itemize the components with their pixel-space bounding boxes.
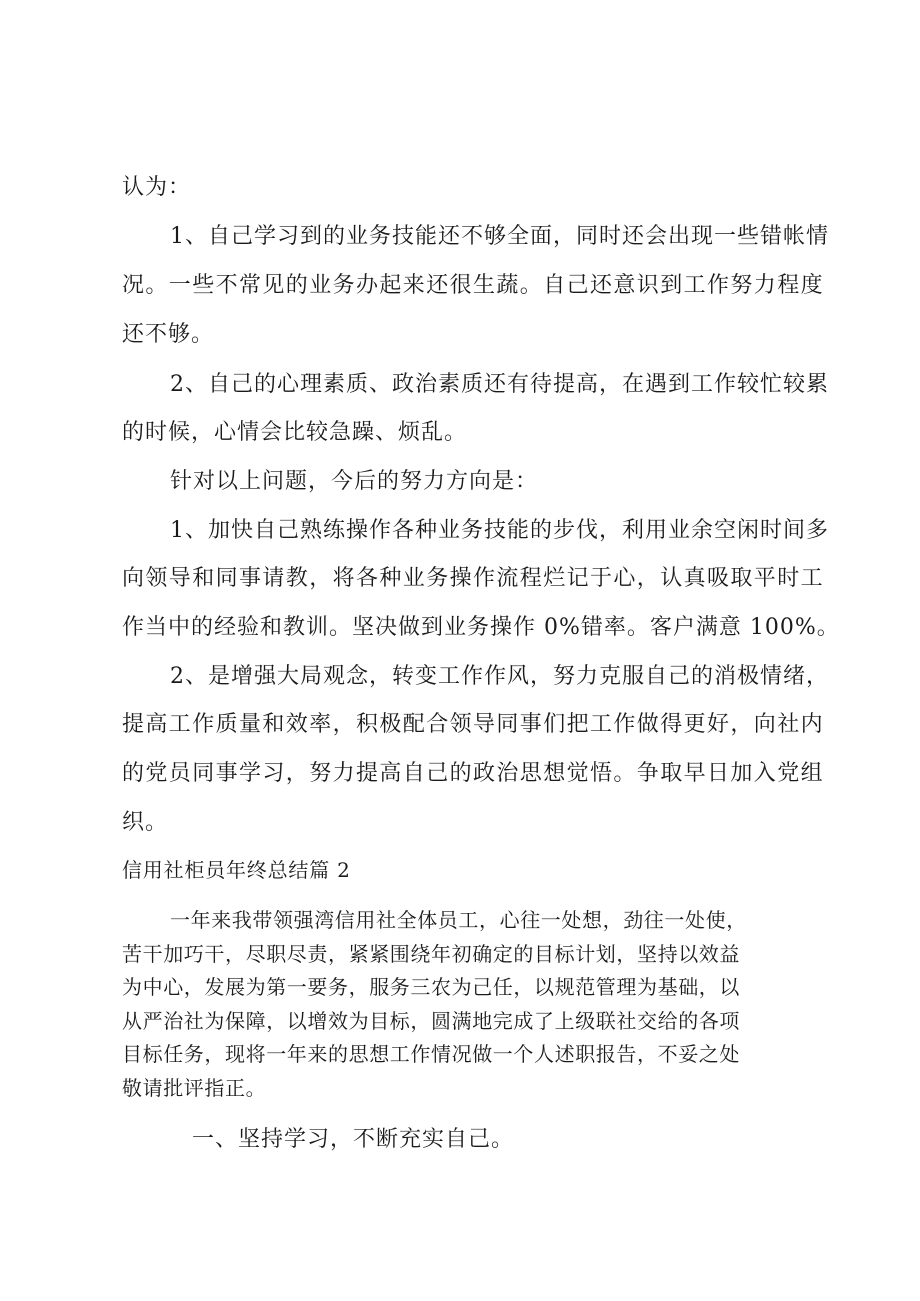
text-line: 作当中的经验和教训。坚决做到业务操作 0%错率。客户满意 100%。 xyxy=(122,615,840,640)
text-line: 的党员同事学习，努力提高自己的政治思想觉悟。争取早日加入党组 xyxy=(122,761,825,786)
text-line: 向领导和同事请教，将各种业务操作流程烂记于心，认真吸取平时工 xyxy=(122,566,825,591)
text-line: 1、自己学习到的业务技能还不够全面，同时还会出现一些错帐情 xyxy=(170,224,829,249)
text-line: 目标任务，现将一年来的思想工作情况做一个人述职报告，不妥之处 xyxy=(122,1042,740,1066)
section-title: 信用社柜员年终总结篇 2 xyxy=(122,858,351,882)
text-line: 苦干加巧干，尽职尽责，紧紧围绕年初确定的目标计划，坚持以效益 xyxy=(122,942,740,966)
text-line: 敬请批评指正。 xyxy=(122,1076,267,1100)
text-line: 提高工作质量和效率，积极配合领导同事们把工作做得更好，向社内 xyxy=(122,712,825,737)
text-line: 为中心，发展为第一要务，服务三农为己任，以规范管理为基础，以 xyxy=(122,975,740,999)
text-line: 2、自己的心理素质、政治素质还有待提高，在遇到工作较忙较累 xyxy=(170,372,829,397)
text-line: 从严治社为保障，以增效为目标，圆满地完成了上级联社交给的各项 xyxy=(122,1009,740,1033)
text-line: 况。一些不常见的业务办起来还很生蔬。自己还意识到工作努力程度 xyxy=(122,273,825,298)
text-line: 的时候，心情会比较急躁、烦乱。 xyxy=(122,420,468,445)
text-line: 针对以上问题，今后的努力方向是： xyxy=(170,469,539,494)
text-line: 还不够。 xyxy=(122,322,215,347)
subheading: 一、坚持学习，不断充实自己。 xyxy=(192,1127,515,1152)
text-line: 2、是增强大局观念，转变工作作风，努力克服自己的消极情绪， xyxy=(170,664,829,689)
text-line: 认为： xyxy=(122,175,192,200)
text-line: 1、加快自己熟练操作各种业务技能的步伐，利用业余空闲时间多 xyxy=(170,518,829,543)
text-line: 一年来我带领强湾信用社全体员工，心往一处想，劲往一处使， xyxy=(170,908,747,932)
text-line: 织。 xyxy=(122,810,169,835)
